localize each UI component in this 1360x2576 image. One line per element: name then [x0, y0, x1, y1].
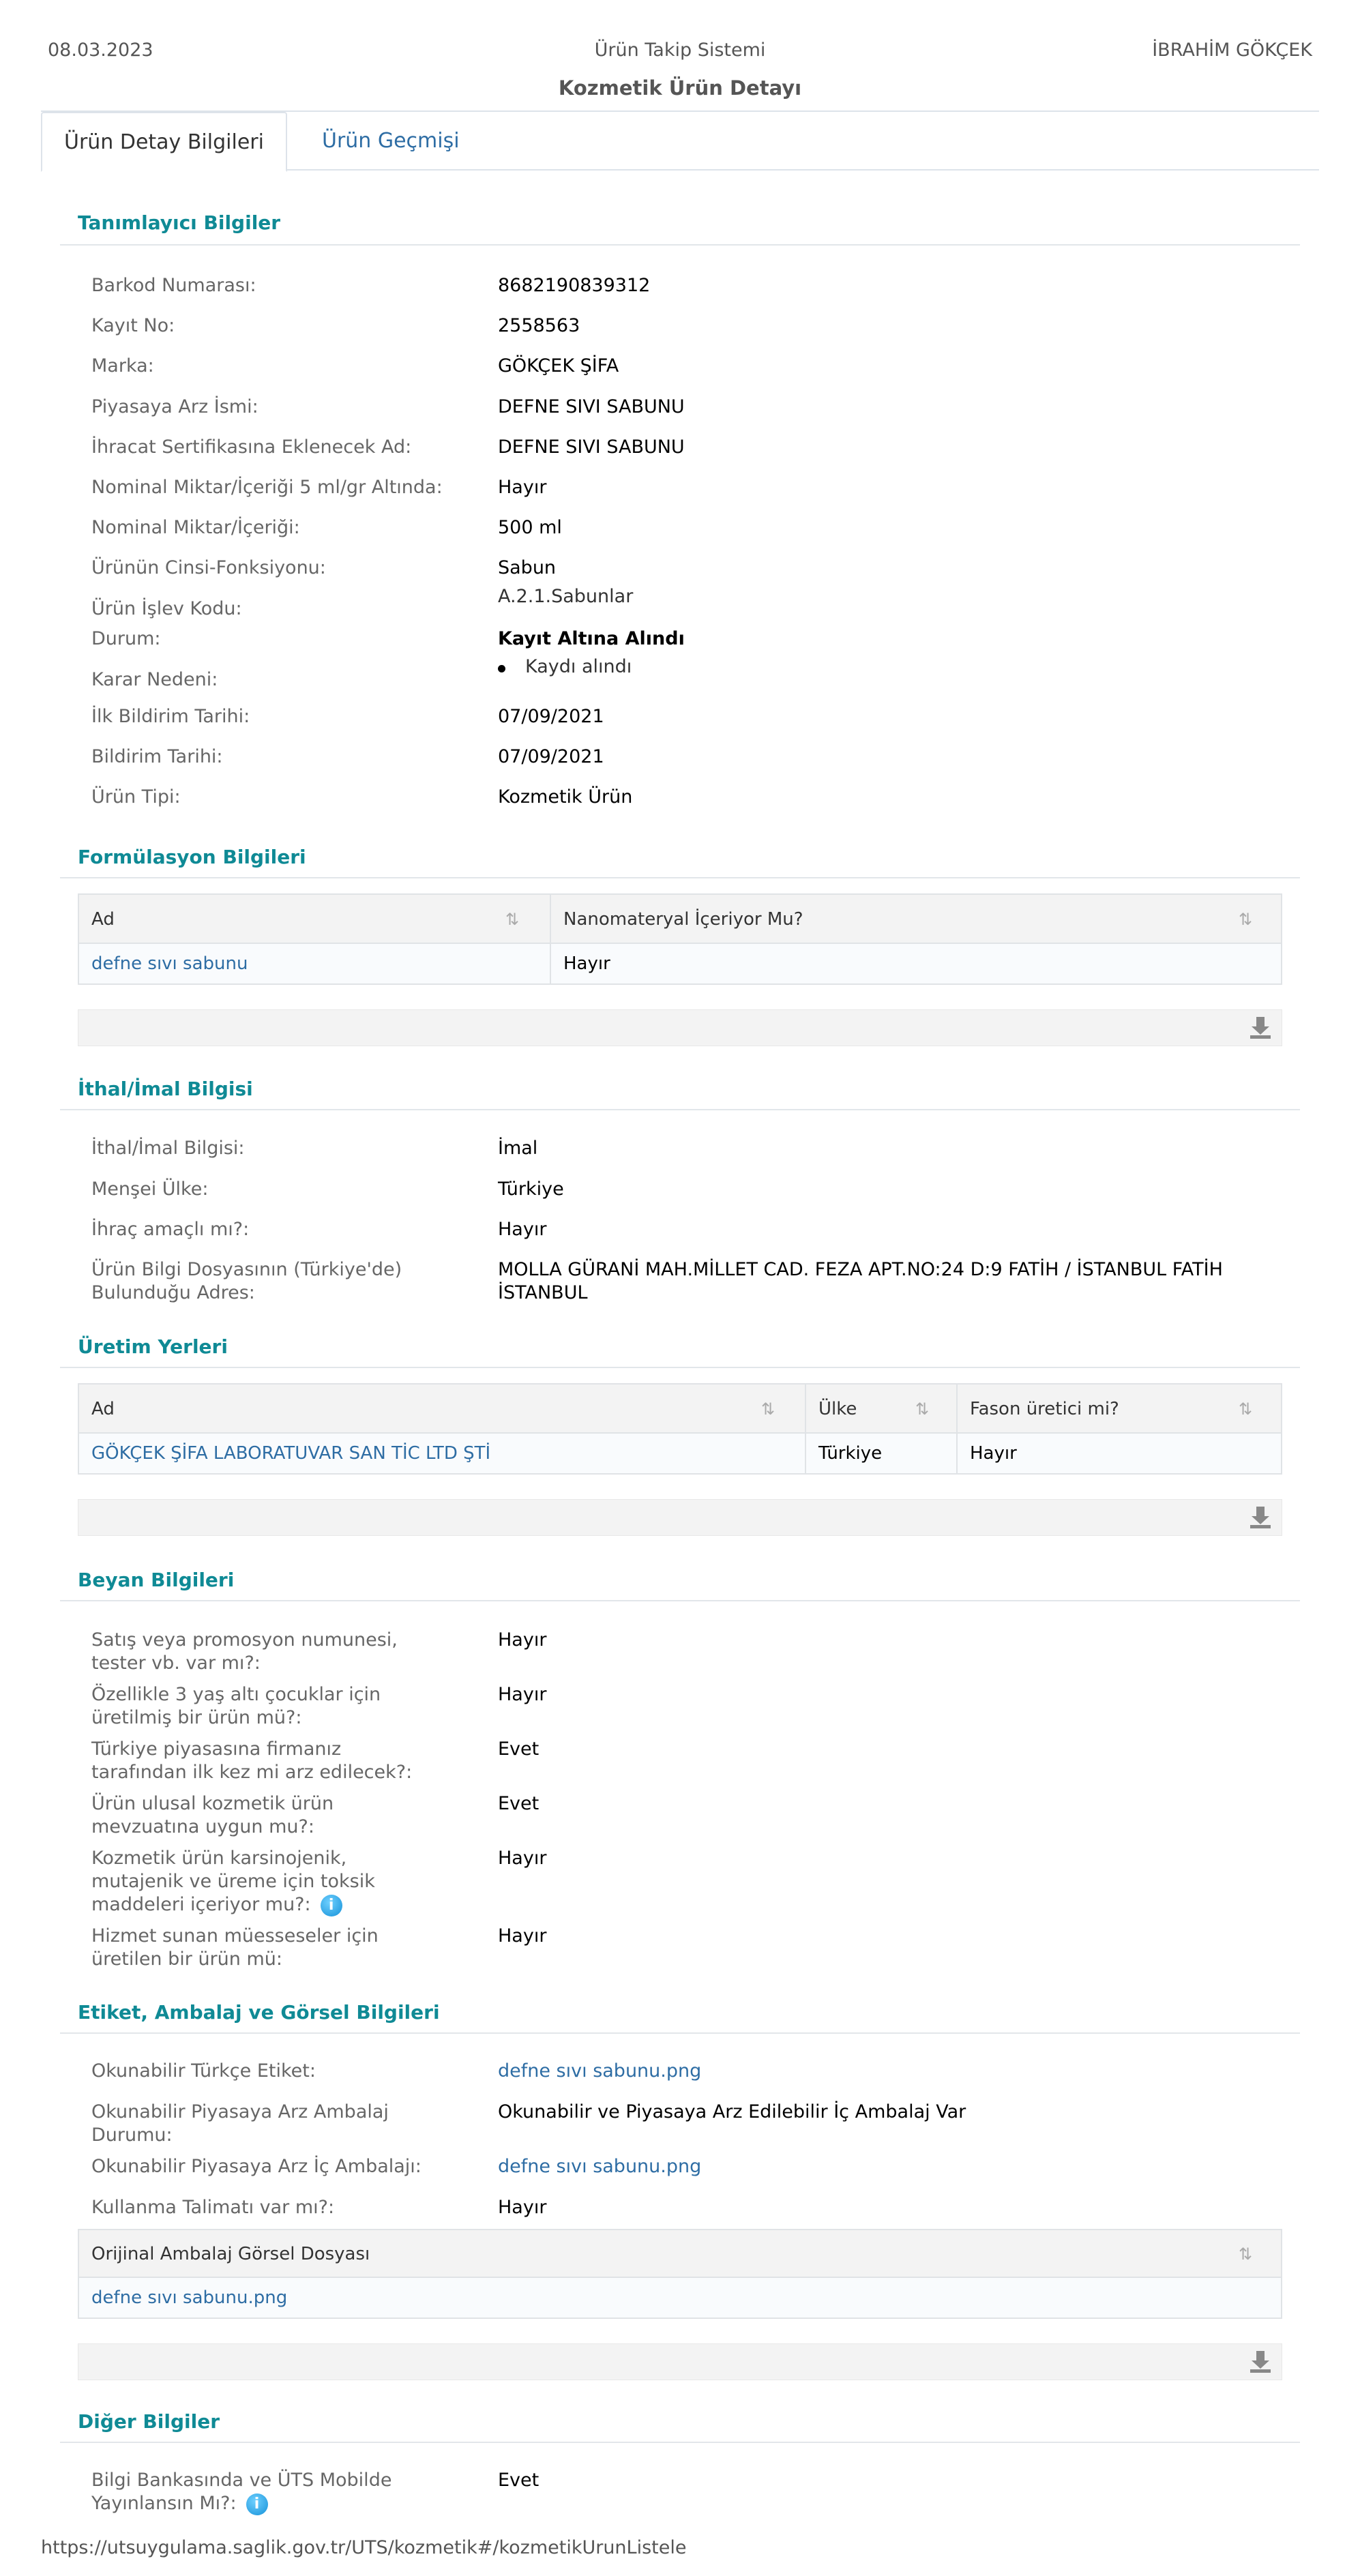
field-value: 07/09/2021 — [498, 706, 604, 727]
field-label: Barkod Numarası: — [91, 275, 256, 296]
field-label: Nominal Miktar/İçeriği: — [91, 517, 300, 538]
sort-icon[interactable]: ⇅ — [1239, 1400, 1253, 1419]
section-title: Tanımlayıcı Bilgiler — [78, 211, 281, 234]
field-value: Hayır — [498, 2197, 547, 2218]
divider — [60, 2032, 1300, 2034]
status-value: Kayıt Altına Alındı — [498, 628, 685, 649]
sort-icon[interactable]: ⇅ — [505, 910, 520, 929]
field-label: Nominal Miktar/İçeriği 5 ml/gr Altında: — [91, 477, 443, 498]
field-value: Türkiye — [498, 1179, 564, 1200]
field-label: Durum: — [91, 628, 161, 649]
download-icon[interactable] — [1250, 1017, 1271, 1039]
sort-icon[interactable]: ⇅ — [1239, 910, 1253, 929]
gorsel-table — [78, 2229, 1282, 2319]
footer-url: https://utsuygulama.saglik.gov.tr/UTS/kozmetik#/kozmetikUrunListele — [41, 2537, 687, 2558]
field-label: Ürünün Cinsi-Fonksiyonu: — [91, 557, 326, 578]
field-value: GÖKÇEK ŞİFA — [498, 355, 619, 376]
field-value: 2558563 — [498, 315, 580, 336]
field-value: 500 ml — [498, 517, 562, 538]
section-title: İthal/İmal Bilgisi — [78, 1078, 253, 1100]
field-label: Okunabilir Piyasaya Arz İç Ambalajı: — [91, 2156, 422, 2177]
table-row — [79, 2278, 1281, 2318]
field-label: İlk Bildirim Tarihi: — [91, 706, 250, 727]
table-cell-link[interactable]: defne sıvı sabunu — [91, 953, 248, 974]
table-cell: Hayır — [956, 1434, 1017, 1473]
table-footer — [78, 1499, 1282, 1536]
field-value: İmal — [498, 1138, 538, 1159]
field-label: Okunabilir Türkçe Etiket: — [91, 2060, 316, 2082]
field-label: Bildirim Tarihi: — [91, 746, 223, 767]
field-value: Kozmetik Ürün — [498, 786, 633, 808]
field-label-text: Kozmetik ürün karsinojenik, mutajenik ve üreme için toksik maddeleri içeriyor mu?: — [91, 1848, 375, 1915]
page-title: Kozmetik Ürün Detayı — [558, 76, 802, 100]
field-value: 07/09/2021 — [498, 746, 604, 767]
field-label: İhracat Sertifikasına Eklenecek Ad: — [91, 436, 412, 458]
divider — [60, 2442, 1300, 2443]
field-label: Kullanma Talimatı var mı?: — [91, 2197, 335, 2218]
field-value: Evet — [498, 1793, 539, 1814]
field-label: Marka: — [91, 355, 154, 376]
divider — [60, 877, 1300, 878]
tab-bar — [41, 112, 1319, 171]
column-header-nanomateryal[interactable]: Nanomateryal İçeriyor Mu? — [550, 895, 803, 944]
field-value: Okunabilir ve Piyasaya Arz Edilebilir İç Ambalaj Var — [498, 2101, 966, 2122]
field-value: A.2.1.Sabunlar — [498, 586, 634, 607]
field-value: Evet — [498, 1738, 539, 1760]
print-date: 08.03.2023 — [48, 40, 153, 61]
field-label: İthal/İmal Bilgisi: — [91, 1138, 245, 1159]
field-label: Karar Nedeni: — [91, 669, 218, 690]
field-label: Ürün Bilgi Dosyasının (Türkiye'de) Bulunduğu Adres: — [91, 1259, 402, 1303]
field-label — [91, 2469, 432, 2515]
info-icon[interactable]: i — [321, 1895, 342, 1916]
tab-urun-detay[interactable]: Ürün Detay Bilgileri — [41, 112, 287, 172]
field-value: Hayır — [498, 1848, 547, 1869]
field-label: Ürün İşlev Kodu: — [91, 598, 242, 619]
field-label: Türkiye piyasasına firmanız tarafından ilk kez mi arz edilecek?: — [91, 1738, 413, 1783]
table-footer — [78, 1009, 1282, 1046]
field-value: Kaydı alındı — [525, 656, 632, 677]
field-label: Menşei Ülke: — [91, 1179, 209, 1200]
download-icon[interactable] — [1250, 2351, 1271, 2373]
table-cell: Türkiye — [805, 1434, 882, 1473]
field-value: Sabun — [498, 557, 557, 578]
sort-icon[interactable]: ⇅ — [761, 1400, 775, 1419]
section-title: Beyan Bilgileri — [78, 1569, 235, 1591]
field-label: İhraç amaçlı mı?: — [91, 1219, 250, 1240]
field-label: Hizmet sunan müesseseler için üretilen bir ürün mü: — [91, 1925, 379, 1970]
section-title: Etiket, Ambalaj ve Görsel Bilgileri — [78, 2001, 440, 2024]
section-title: Diğer Bilgiler — [78, 2410, 220, 2433]
table-header — [79, 2230, 1281, 2278]
tab-urun-gecmisi[interactable]: Ürün Geçmişi — [322, 129, 460, 153]
field-value: Hayır — [498, 477, 547, 498]
field-label — [91, 1847, 439, 1916]
field-value: Hayır — [498, 1629, 547, 1650]
field-label: Özellikle 3 yaş altı çocuklar için üretilmiş bir ürün mü?: — [91, 1684, 381, 1728]
uretim-table — [78, 1383, 1282, 1475]
list-item — [498, 656, 632, 677]
column-header-fason[interactable]: Fason üretici mi? — [956, 1385, 1119, 1434]
top-bar — [48, 40, 1312, 67]
file-link[interactable]: defne sıvı sabunu.png — [498, 2060, 702, 2082]
divider — [60, 1109, 1300, 1110]
field-value: Hayır — [498, 1925, 547, 1946]
field-value: 8682190839312 — [498, 275, 651, 296]
info-icon[interactable]: i — [246, 2493, 268, 2515]
formulasyon-table — [78, 893, 1282, 985]
table-row — [79, 944, 1281, 983]
table-cell: Hayır — [550, 944, 610, 983]
field-value: DEFNE SIVI SABUNU — [498, 436, 685, 458]
field-label: Satış veya promosyon numunesi, tester vb. var mı?: — [91, 1629, 398, 1674]
field-label: Piyasaya Arz İsmi: — [91, 396, 258, 417]
table-cell-link[interactable]: defne sıvı sabunu.png — [91, 2288, 288, 2308]
field-label-text: Bilgi Bankasında ve ÜTS Mobilde Yayınlansın Mı?: — [91, 2470, 392, 2514]
field-value: MOLLA GÜRANİ MAH.MİLLET CAD. FEZA APT.NO:24 D:9 FATİH / İSTANBUL FATİH İSTANBUL — [498, 1259, 1223, 1303]
field-label: Okunabilir Piyasaya Arz Ambalaj Durumu: — [91, 2101, 389, 2146]
field-label: Kayıt No: — [91, 315, 175, 336]
divider — [60, 1600, 1300, 1601]
column-header-ad[interactable]: Ad — [91, 909, 115, 930]
table-cell-link[interactable]: GÖKÇEK ŞİFA LABORATUVAR SAN TİC LTD ŞTİ — [91, 1443, 491, 1464]
column-header-gorsel[interactable]: Orijinal Ambalaj Görsel Dosyası — [91, 2244, 370, 2264]
download-icon[interactable] — [1250, 1507, 1271, 1528]
sort-icon[interactable]: ⇅ — [1239, 2245, 1253, 2264]
field-label: Ürün ulusal kozmetik ürün mevzuatına uygun mu?: — [91, 1793, 334, 1837]
section-title: Üretim Yerleri — [78, 1335, 228, 1358]
section-title: Formülasyon Bilgileri — [78, 846, 306, 868]
system-name: Ürün Takip Sistemi — [594, 40, 766, 61]
field-value: Hayır — [498, 1219, 547, 1240]
user-name: İBRAHİM GÖKÇEK — [1152, 40, 1312, 61]
table-footer — [78, 2343, 1282, 2380]
sort-icon[interactable]: ⇅ — [915, 1400, 930, 1419]
field-value: Hayır — [498, 1684, 547, 1705]
field-value: Evet — [498, 2470, 539, 2491]
field-value: DEFNE SIVI SABUNU — [498, 396, 685, 417]
divider — [60, 1367, 1300, 1368]
file-link[interactable]: defne sıvı sabunu.png — [498, 2156, 702, 2177]
field-label: Ürün Tipi: — [91, 786, 181, 808]
column-header-ulke[interactable]: Ülke — [805, 1385, 857, 1434]
table-row — [79, 1434, 1281, 1473]
column-header-ad[interactable]: Ad — [91, 1399, 115, 1419]
table-header — [79, 1385, 1281, 1434]
table-header — [79, 895, 1281, 944]
divider — [60, 244, 1300, 246]
